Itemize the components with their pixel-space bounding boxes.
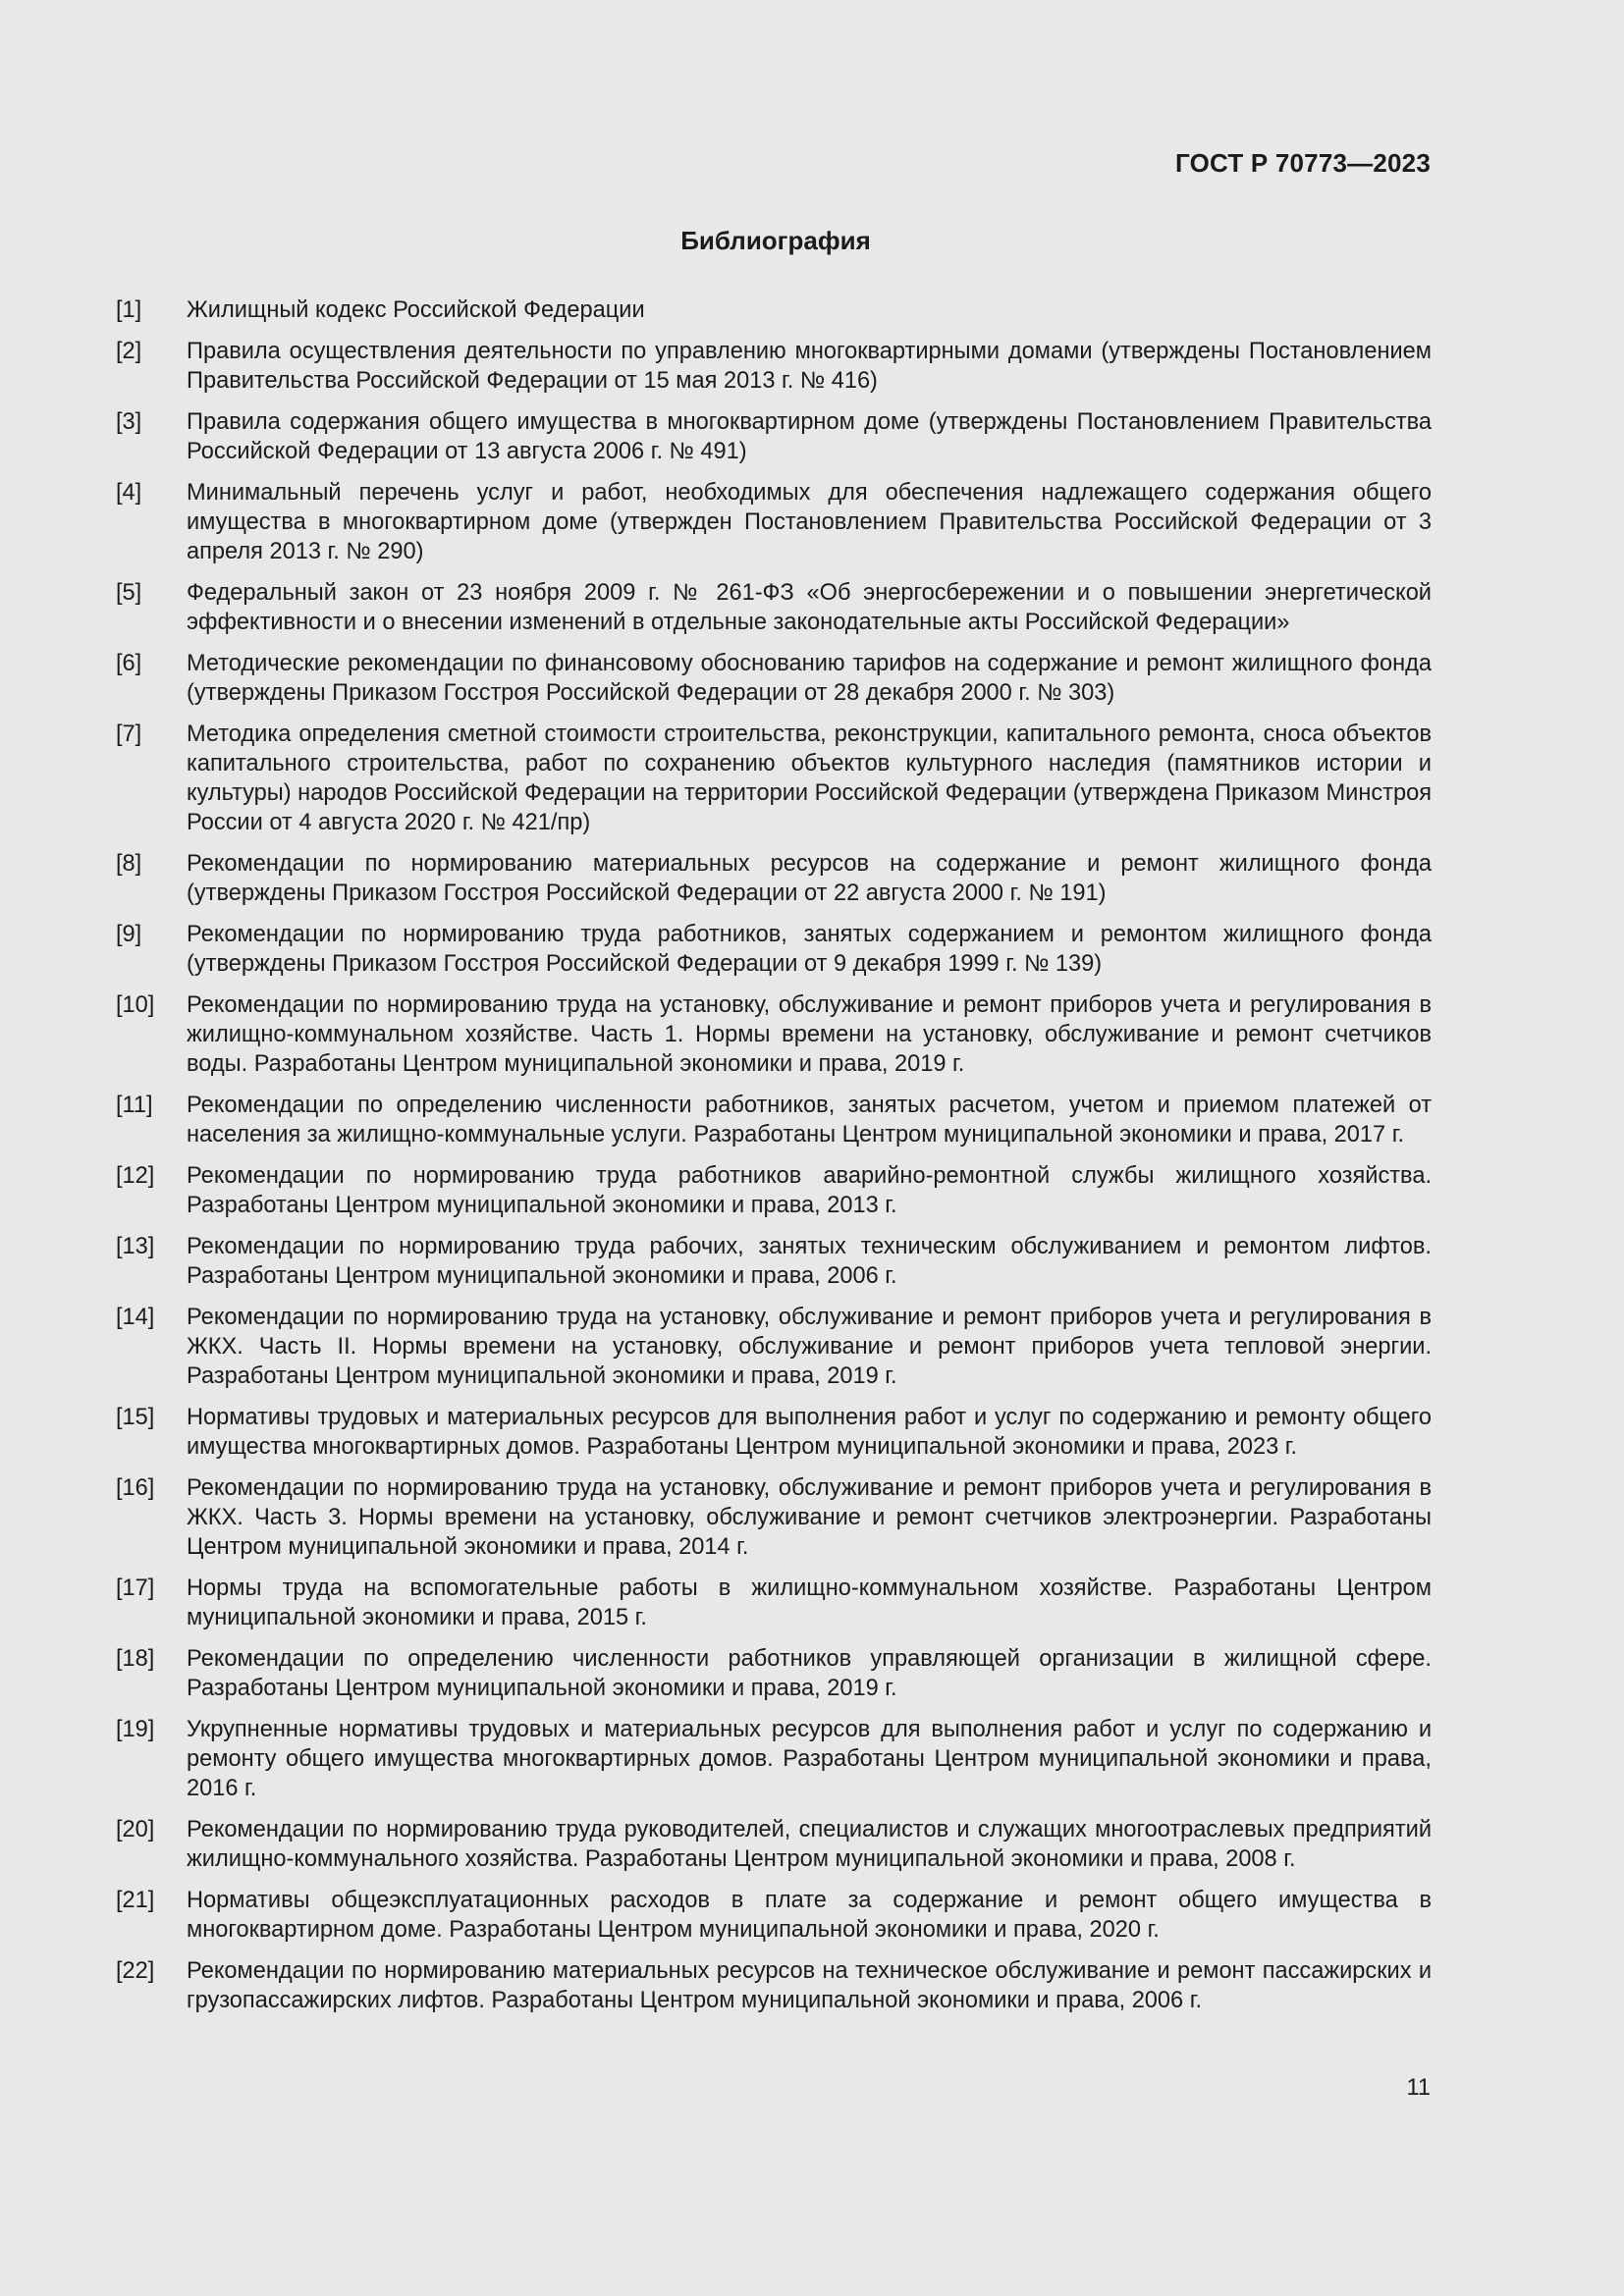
entry-number: [9]: [116, 922, 142, 947]
entry-text: Федеральный закон от 23 ноября 2009 г. № 261-ФЗ «Об энергосбережении и о повышении энергетической эффективности и о внесении изменений в отдельные законодательные акты Российской Федерации»: [187, 580, 1432, 635]
bibliography-entry: [116, 295, 1432, 325]
entry-number: [8]: [116, 851, 142, 877]
bibliography-entry: [116, 849, 1432, 908]
bibliography-list: [116, 295, 1432, 2027]
entry-text: Рекомендации по определению численности работников управляющей организации в жилищной сфере. Разработаны Центром муниципальной экономики и права, 2019 г.: [187, 1646, 1432, 1701]
entry-text: Рекомендации по нормированию материальных ресурсов на содержание и ремонт жилищного фонда (утверждены Приказом Госстроя Российской Федерации от 22 августа 2000 г. № 191): [187, 851, 1432, 906]
entry-number: [22]: [116, 1958, 155, 1984]
entry-text: Рекомендации по нормированию труда на установку, обслуживание и ремонт приборов учета и регулирования в жилищно-коммунальном хозяйстве. Часть 1. Нормы времени на установку, обслуживание и ремонт счетчиков воды. Разработаны Центром муниципальной экономики и права, 2019 г.: [187, 992, 1432, 1077]
entry-text: Минимальный перечень услуг и работ, необходимых для обеспечения надлежащего содержания общего имущества в многоквартирном доме (утвержден Постановлением Правительства Российской Федерации от 3 апреля 2013 г. № 290): [187, 480, 1432, 564]
entry-number: [14]: [116, 1305, 155, 1330]
bibliography-entry: [116, 1715, 1432, 1803]
entry-text: Рекомендации по нормированию труда на установку, обслуживание и ремонт приборов учета и регулирования в ЖКХ. Часть 3. Нормы времени на установку, обслуживание и ремонт счетчиков электроэнергии. Разработаны Центром муниципальной экономики и права, 2014 г.: [187, 1475, 1432, 1560]
bibliography-entry: [116, 1403, 1432, 1462]
page-title: Библиография: [680, 226, 871, 255]
entry-text: Нормативы общеэксплуатационных расходов в плате за содержание и ремонт общего имущества в многоквартирном доме. Разработаны Центром муниципальной экономики и права, 2020 г.: [187, 1888, 1432, 1943]
bibliography-entry: [116, 990, 1432, 1079]
entry-number: [16]: [116, 1475, 155, 1501]
entry-text: Жилищный кодекс Российской Федерации: [187, 297, 645, 323]
bibliography-entry: [116, 920, 1432, 979]
page-number: 11: [1406, 2075, 1431, 2101]
entry-number: [4]: [116, 480, 142, 506]
entry-number: [3]: [116, 409, 142, 435]
entry-text: Укрупненные нормативы трудовых и материальных ресурсов для выполнения работ и услуг по содержанию и ремонту общего имущества многоквартирных домов. Разработаны Центром муниципальной экономики и права, 2016 г.: [187, 1717, 1432, 1801]
entry-number: [11]: [116, 1093, 153, 1118]
entry-text: Рекомендации по нормированию материальных ресурсов на техническое обслуживание и ремонт пассажирских и грузопассажирских лифтов. Разработаны Центром муниципальной экономики и права, 2006 г.: [187, 1958, 1432, 2013]
entry-number: [17]: [116, 1575, 155, 1601]
bibliography-entry: [116, 1232, 1432, 1291]
bibliography-entry: [116, 649, 1432, 708]
entry-number: [18]: [116, 1646, 155, 1672]
entry-number: [5]: [116, 580, 142, 606]
entry-number: [21]: [116, 1888, 155, 1913]
bibliography-entry: [116, 478, 1432, 566]
entry-text: Нормативы трудовых и материальных ресурсов для выполнения работ и услуг по содержанию и ремонту общего имущества многоквартирных домов. Разработаны Центром муниципальной экономики и права, 2023 г.: [187, 1405, 1432, 1460]
bibliography-entry: [116, 1815, 1432, 1874]
entry-text: Рекомендации по нормированию труда руководителей, специалистов и служащих многоотраслевых предприятий жилищно-коммунального хозяйства. Разработаны Центром муниципальной экономики и права, 2008 г.: [187, 1817, 1432, 1872]
entry-number: [12]: [116, 1163, 155, 1189]
entry-text: Правила осуществления деятельности по управлению многоквартирными домами (утверждены Постановлением Правительства Российской Федерации от 15 мая 2013 г. № 416): [187, 339, 1432, 394]
bibliography-entry: [116, 1161, 1432, 1220]
entry-number: [2]: [116, 339, 142, 364]
document-code: ГОСТ Р 70773—2023: [1175, 148, 1431, 178]
entry-number: [10]: [116, 992, 155, 1018]
bibliography-entry: [116, 1091, 1432, 1149]
bibliography-entry: [116, 1303, 1432, 1391]
bibliography-entry: [116, 1473, 1432, 1562]
bibliography-entry: [116, 407, 1432, 466]
entry-text: Методика определения сметной стоимости строительства, реконструкции, капитального ремонта, сноса объектов капитального строительства, работ по сохранению объектов культурного наследия (памятников истории и культуры) народов Российской Федерации на территории Российской Федерации (утверждена Приказом Минстроя России от 4 августа 2020 г. № 421/пр): [187, 721, 1432, 835]
entry-number: [1]: [116, 297, 142, 323]
entry-text: Рекомендации по нормированию труда на установку, обслуживание и ремонт приборов учета и регулирования в ЖКХ. Часть II. Нормы времени на установку, обслуживание и ремонт приборов учета тепловой энергии. Разработаны Центром муниципальной экономики и права, 2019 г.: [187, 1305, 1432, 1389]
entry-number: [13]: [116, 1234, 155, 1259]
entry-text: Нормы труда на вспомогательные работы в жилищно-коммунальном хозяйстве. Разработаны Центром муниципальной экономики и права, 2015 г.: [187, 1575, 1432, 1630]
entry-text: Рекомендации по нормированию труда работников, занятых содержанием и ремонтом жилищного фонда (утверждены Приказом Госстроя Российской Федерации от 9 декабря 1999 г. № 139): [187, 922, 1432, 977]
entry-number: [6]: [116, 651, 142, 676]
bibliography-entry: [116, 1886, 1432, 1945]
bibliography-entry: [116, 720, 1432, 837]
entry-number: [15]: [116, 1405, 155, 1430]
bibliography-entry: [116, 1644, 1432, 1703]
entry-text: Рекомендации по определению численности работников, занятых расчетом, учетом и приемом платежей от населения за жилищно-коммунальные услуги. Разработаны Центром муниципальной экономики и права, 2017 г.: [187, 1093, 1432, 1148]
entry-number: [7]: [116, 721, 142, 747]
bibliography-entry: [116, 578, 1432, 637]
entry-text: Правила содержания общего имущества в многоквартирном доме (утверждены Постановлением Правительства Российской Федерации от 13 августа 2006 г. № 491): [187, 409, 1432, 464]
entry-number: [20]: [116, 1817, 155, 1842]
entry-number: [19]: [116, 1717, 155, 1742]
entry-text: Рекомендации по нормированию труда рабочих, занятых техническим обслуживанием и ремонтом лифтов. Разработаны Центром муниципальной экономики и права, 2006 г.: [187, 1234, 1432, 1289]
bibliography-entry: [116, 1956, 1432, 2015]
bibliography-entry: [116, 1574, 1432, 1632]
entry-text: Рекомендации по нормированию труда работников аварийно-ремонтной службы жилищного хозяйства. Разработаны Центром муниципальной экономики и права, 2013 г.: [187, 1163, 1432, 1218]
bibliography-entry: [116, 337, 1432, 396]
entry-text: Методические рекомендации по финансовому обоснованию тарифов на содержание и ремонт жилищного фонда (утверждены Приказом Госстроя Российской Федерации от 28 декабря 2000 г. № 303): [187, 651, 1432, 706]
